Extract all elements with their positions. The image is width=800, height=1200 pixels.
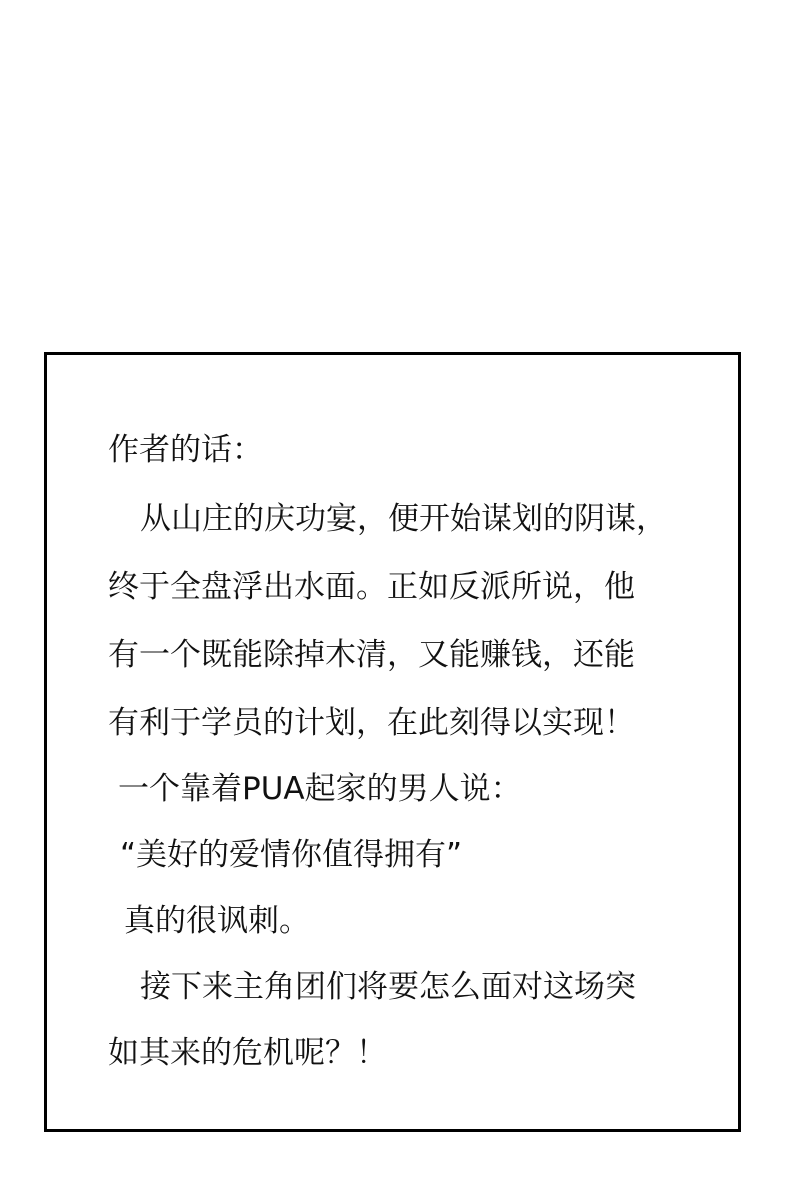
note-line: 有利于学员的计划，在此刻得以实现！ (108, 705, 635, 741)
note-line: 一个靠着PUA起家的男人说： (118, 771, 522, 807)
note-line: 终于全盘浮出水面。正如反派所说，他 (108, 569, 635, 605)
note-line: 接下来主角团们将要怎么面对这场突 (140, 969, 636, 1005)
note-line: 有一个既能除掉木清，又能赚钱，还能 (108, 637, 635, 673)
author-note-heading: 作者的话： (108, 432, 263, 468)
note-line: 真的很讽刺。 (124, 903, 310, 939)
note-line: 如其来的危机呢？！ (108, 1035, 387, 1071)
note-line: 从山庄的庆功宴，便开始谋划的阴谋， (140, 501, 667, 537)
author-note-box (44, 352, 741, 1132)
note-line: “美好的爱情你值得拥有” (120, 837, 463, 873)
